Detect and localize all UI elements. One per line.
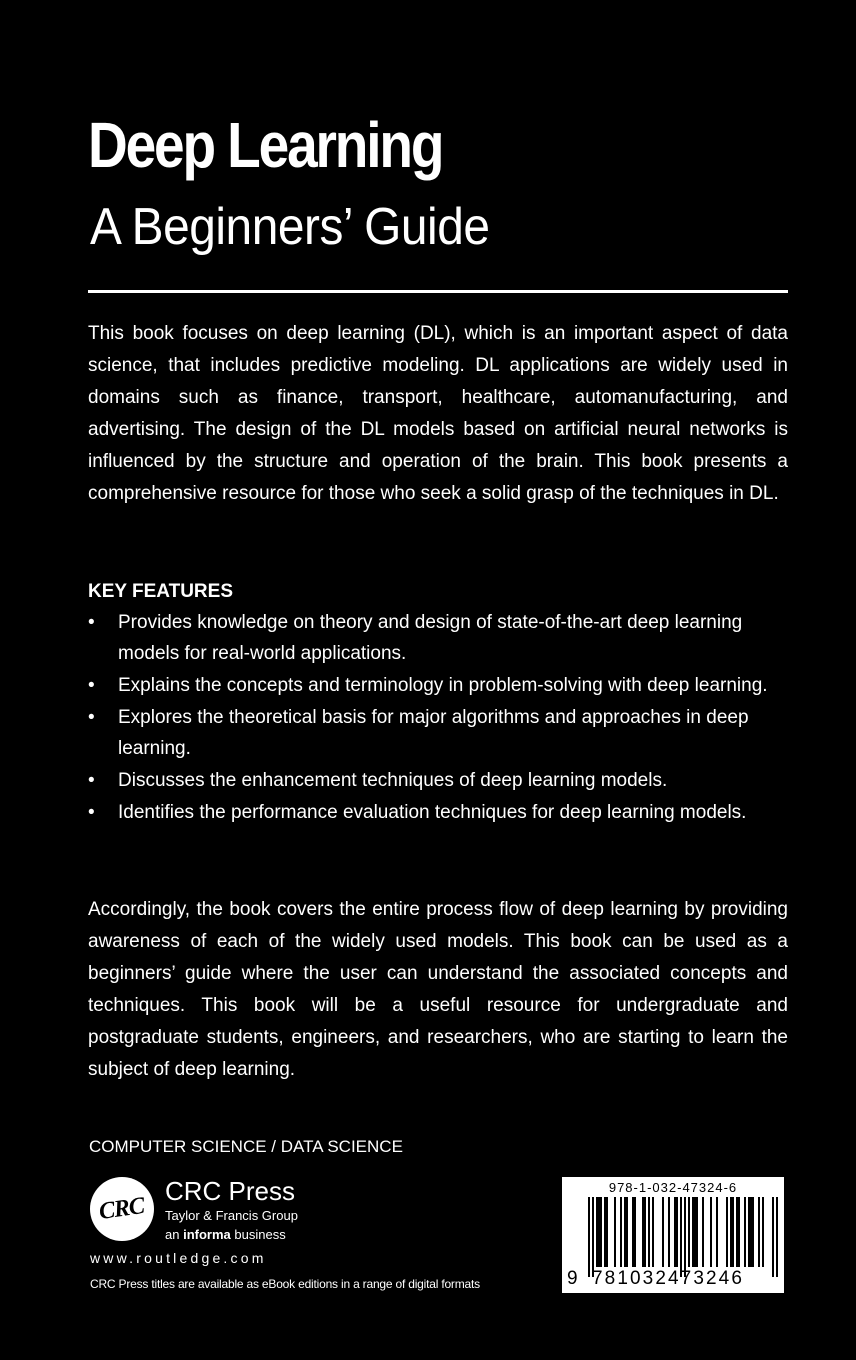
barcode-bar — [676, 1197, 678, 1267]
bullet-icon: • — [88, 707, 95, 728]
closing-paragraph: Accordingly, the book covers the entire process flow of deep learning by providing awareness of each of the widely used models. This book can be used as a beginners’ guide where the user can understand the associated concepts and techniques. This book will be a useful resource for undergraduate and postgraduate students, engineers, and researchers, who are starting to learn the subject of deep learning. — [88, 899, 788, 1080]
barcode-bar — [772, 1197, 774, 1277]
barcode-bar — [694, 1197, 696, 1267]
barcode-bar — [696, 1197, 698, 1267]
crc-logo — [90, 1177, 154, 1241]
barcode-bar — [684, 1197, 686, 1277]
barcode-bar — [730, 1197, 732, 1267]
barcode-bar — [614, 1197, 616, 1267]
barcode-bar — [604, 1197, 606, 1267]
barcode-bar — [776, 1197, 778, 1277]
isbn-first-digit: 9 — [567, 1268, 578, 1289]
key-features-heading: KEY FEATURES — [88, 581, 233, 602]
barcode-bar — [736, 1197, 738, 1267]
book-title: Deep Learning — [88, 109, 443, 181]
barcode-bar — [726, 1197, 728, 1267]
barcode-bar — [680, 1197, 682, 1277]
barcode-bar — [632, 1197, 634, 1267]
barcode-bar — [762, 1197, 764, 1267]
barcode-bar — [648, 1197, 650, 1267]
barcode-bar — [738, 1197, 740, 1267]
publisher-informa: an informa business — [165, 1227, 286, 1242]
barcode-bar — [652, 1197, 654, 1267]
barcode-bar — [644, 1197, 646, 1267]
barcode-bar — [732, 1197, 734, 1267]
barcode-bar — [688, 1197, 690, 1267]
feature-text: Identifies the performance evaluation techniques for deep learning models. — [118, 802, 747, 823]
barcode-bar — [668, 1197, 670, 1267]
title-divider — [88, 290, 788, 293]
barcode-bar — [752, 1197, 754, 1267]
barcode-bar — [716, 1197, 718, 1267]
list-item — [88, 797, 788, 828]
barcode-bar — [748, 1197, 750, 1267]
isbn-number: 978-1-032-47324-6 — [608, 1180, 738, 1195]
list-item — [88, 765, 788, 796]
list-item — [88, 702, 788, 764]
publisher-website[interactable]: www.routledge.com — [90, 1250, 267, 1266]
barcode-bar — [624, 1197, 626, 1267]
isbn-rest-digits: 781032473246 — [592, 1268, 745, 1289]
barcode-bar — [634, 1197, 636, 1267]
barcode-bar — [662, 1197, 664, 1267]
publisher-name: CRC Press — [165, 1176, 296, 1206]
barcode-bar — [642, 1197, 644, 1267]
key-features-list — [88, 607, 788, 829]
barcode-bar — [606, 1197, 608, 1267]
barcode-bar — [588, 1197, 590, 1277]
publisher-group: Taylor & Francis Group — [165, 1208, 298, 1223]
barcode-bar — [600, 1197, 602, 1267]
bullet-icon: • — [88, 802, 95, 823]
feature-text: Explores the theoretical basis for major algorithms and approaches in deep learning. — [118, 707, 749, 759]
barcode-bar — [710, 1197, 712, 1267]
bullet-icon: • — [88, 612, 95, 633]
barcode-bar — [592, 1197, 594, 1277]
barcode-bar — [620, 1197, 622, 1267]
crc-logo-text: CRC — [97, 1192, 147, 1225]
isbn-barcode — [562, 1177, 784, 1293]
bullet-icon: • — [88, 675, 95, 696]
list-item — [88, 607, 788, 669]
barcode-bar — [702, 1197, 704, 1267]
list-item — [88, 670, 788, 701]
subject-category: COMPUTER SCIENCE / DATA SCIENCE — [89, 1137, 403, 1156]
barcode-bar — [598, 1197, 600, 1267]
barcode-bar — [674, 1197, 676, 1267]
book-subtitle: A Beginners’ Guide — [90, 198, 490, 256]
feature-text: Explains the concepts and terminology in problem-solving with deep learning. — [118, 675, 768, 696]
barcode-bar — [744, 1197, 746, 1267]
barcode-bar — [692, 1197, 694, 1267]
feature-text: Discusses the enhancement techniques of deep learning models. — [118, 770, 668, 791]
barcode-bar — [758, 1197, 760, 1267]
barcode-bar — [596, 1197, 598, 1267]
feature-text: Provides knowledge on theory and design of state-of-the-art deep learning models for real-world applications. — [118, 612, 743, 664]
barcode-bar — [626, 1197, 628, 1267]
barcode-bar — [750, 1197, 752, 1267]
bullet-icon: • — [88, 770, 95, 791]
intro-paragraph: This book focuses on deep learning (DL), which is an important aspect of data science, that includes predictive modeling. DL applications are widely used in domains such as finance, transport, healthcare, automanufacturing, and advertising. The design of the DL models based on artificial neural networks is influenced by the structure and operation of the brain. This book presents a comprehensive resource for those who seek a solid grasp of the techniques in DL. — [88, 323, 788, 504]
ebook-note: CRC Press titles are available as eBook editions in a range of digital formats — [90, 1277, 480, 1291]
